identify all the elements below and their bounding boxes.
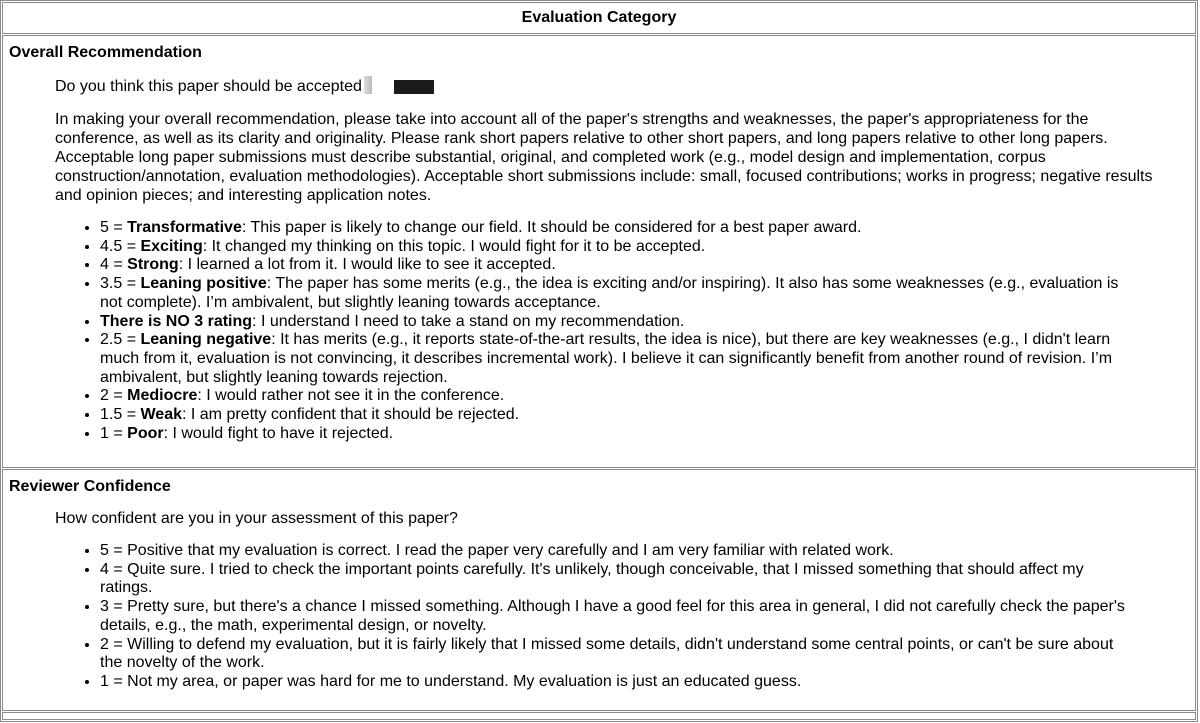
section-question: How confident are you in your assessment of this paper?: [55, 510, 458, 527]
list-item: • 1.5 = Weak: I am pretty confident that it should be rejected.: [100, 406, 1135, 425]
header-title: Evaluation Category: [521, 9, 677, 26]
list-item: • 4.5 = Exciting: It changed my thinking on this topic. I would fight for it to be accepted.: [100, 238, 1135, 257]
reviewer-confidence-section: [2, 469, 1196, 711]
list-item: • 4 = Quite sure. I tried to check the important points carefully. It's unlikely, though conceivable, that I missed something that should affect my ratings.: [100, 561, 1135, 598]
list-item: • 2 = Willing to defend my evaluation, but it is fairly likely that I missed some details, didn't understand some central points, or can't be sure about the novelty of the work.: [100, 636, 1135, 673]
list-item: • 4 = Strong: I learned a lot from it. I would like to see it accepted.: [100, 256, 1135, 275]
list-item: • 1 = Poor: I would fight to have it rejected.: [100, 425, 1135, 444]
section-title: Overall Recommendation: [9, 44, 202, 61]
question-text: Do you think this paper should be accepted: [55, 78, 362, 95]
section-question: [55, 76, 1195, 96]
list-item: • 5 = Transformative: This paper is likely to change our field. It should be considered for a best paper award.: [100, 219, 1135, 238]
redaction-mark: [364, 76, 372, 94]
section-title: Reviewer Confidence: [9, 478, 171, 495]
list-item: • 5 = Positive that my evaluation is correct. I read the paper very carefully and I am very familiar with related work.: [100, 542, 1135, 561]
rating-list: [3, 219, 1135, 443]
list-item: • 3 = Pretty sure, but there's a chance I missed something. Although I have a good feel for this area in general, I did not carefully check the paper's details, e.g., the math, experimental design, or novelty.: [100, 598, 1135, 635]
section-paragraph: In making your overall recommendation, please take into account all of the paper's strengths and weaknesses, the paper's appropriateness for the conference, as well as its clarity and originality. Please rank short papers relative to other short papers, and long papers relative to other long papers. Acceptable long paper submissions must describe substantial, original, and completed work (e.g., model design and implementation, corpus construction/annotation, evaluation methodologies). Acceptable short submissions include: small, focused contributions; works in progress; negative results and opinion pieces; and interesting application notes.: [55, 111, 1153, 204]
redaction-mark: [394, 80, 434, 94]
list-item: • 1 = Not my area, or paper was hard for me to understand. My evaluation is just an educated guess.: [100, 673, 1135, 692]
list-item: • There is NO 3 rating: I understand I need to take a stand on my recommendation.: [100, 313, 1135, 332]
list-item: • 2 = Mediocre: I would rather not see it in the conference.: [100, 387, 1135, 406]
table-header: [2, 2, 1196, 34]
confidence-list: [3, 542, 1135, 692]
overall-recommendation-section: [2, 35, 1196, 468]
next-section-edge: [2, 712, 1196, 720]
list-item: • 2.5 = Leaning negative: It has merits (e.g., it reports state-of-the-art results, the idea is nice), but there are key weaknesses (e.g., I didn't learn much from it, evaluation is not convincing, it describes incremental work). I believe it can significantly benefit from another round of revision. I’m ambivalent, but slightly leaning towards rejection.: [100, 331, 1135, 387]
list-item: • 3.5 = Leaning positive: The paper has some merits (e.g., the idea is exciting and/or inspiring). It also has some weaknesses (e.g., evaluation is not complete). I’m ambivalent, but slightly leaning towards acceptance.: [100, 275, 1135, 312]
